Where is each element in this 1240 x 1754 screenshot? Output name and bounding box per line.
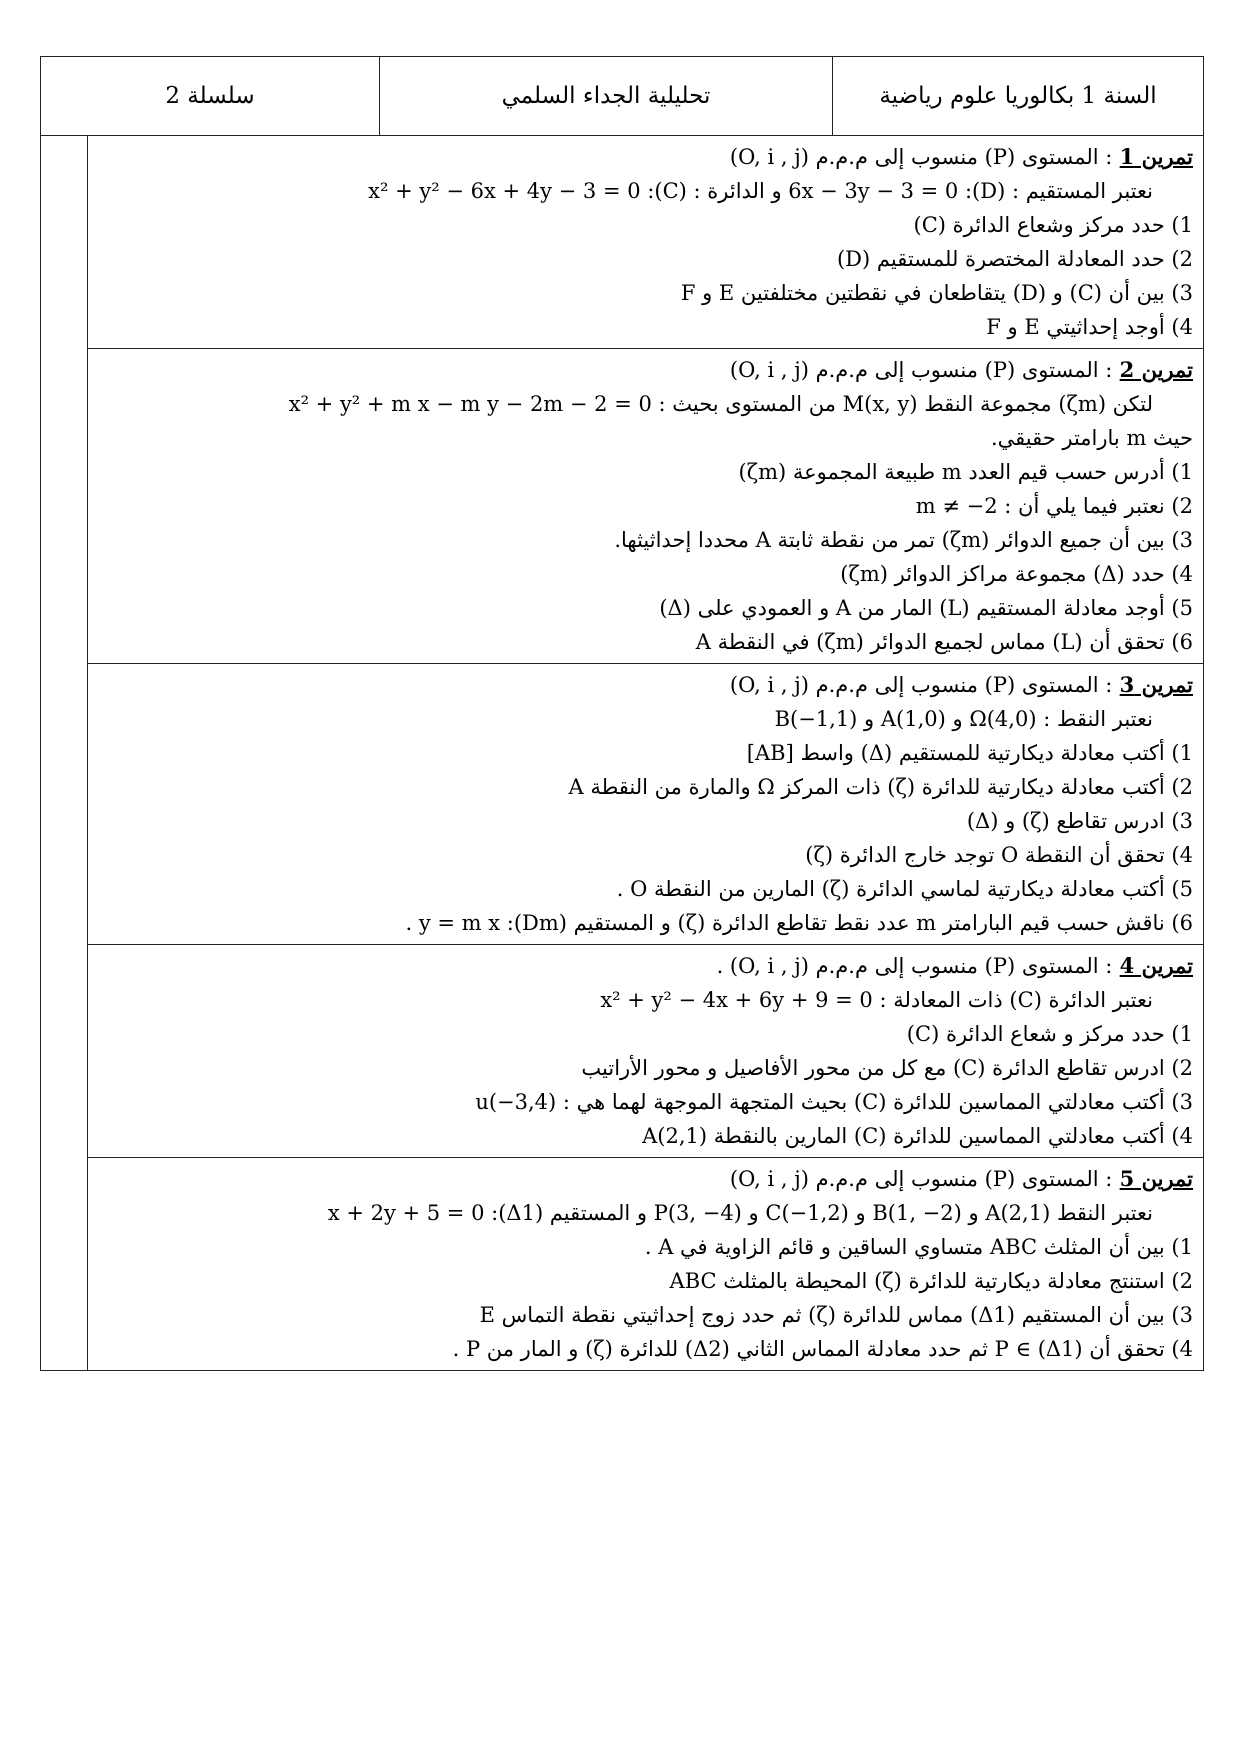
header-topic: تحليلية الجداء السلمي <box>379 57 832 135</box>
question-4: 4) تحقق أن P ∈ (Δ1) ثم حدد معادلة المماس الثاني (Δ2) للدائرة (ζ) و المار من P . <box>452 1337 1193 1361</box>
question-1: 1) أكتب معادلة ديكارتية للمستقيم (Δ) واسط [AB] <box>746 741 1193 765</box>
exercise-title-line <box>99 353 1193 387</box>
question-3: 3) أكتب معادلتي المماسين للدائرة (C) بحيث المتجهة الموجهة لهما هي : u(−3,4) <box>475 1090 1193 1114</box>
exercise-reference: : المستوى (P) منسوب إلى م.م.م (O, i , j) <box>729 145 1113 169</box>
worksheet <box>40 56 1204 1371</box>
question-4: 4) أكتب معادلتي المماسين للدائرة (C) المارين بالنقطة A(2,1) <box>642 1124 1193 1148</box>
exercise-title: تمرين 1 <box>1119 144 1193 169</box>
exercise-5 <box>87 1158 1203 1370</box>
exercise-title: تمرين 4 <box>1119 953 1193 978</box>
exercise-title: تمرين 5 <box>1119 1166 1193 1191</box>
question-3: 3) بين أن (C) و (D) يتقاطعان في نقطتين مختلفتين E و F <box>680 281 1193 305</box>
exercise-reference: : المستوى (P) منسوب إلى م.م.م (O, i , j) <box>729 358 1113 382</box>
header-series: سلسلة 2 <box>165 83 255 109</box>
exercise-title-line <box>99 1162 1193 1196</box>
exercise-intro: لتكن (ζm) مجموعة النقط M(x, y) من المستوى بحيث : x² + y² + m x − m y − 2m − 2 = 0 <box>288 392 1153 416</box>
exercise-intro: نعتبر المستقيم : (D): 6x − 3y − 3 = 0 و الدائرة : (C): x² + y² − 6x + 4y − 3 = 0 <box>368 179 1153 203</box>
exercise-intro-continued: حيث m بارامتر حقيقي. <box>990 426 1193 450</box>
question-5: 5) أكتب معادلة ديكارتية لماسي الدائرة (ζ) المارين من النقطة O . <box>616 877 1193 901</box>
exercise-reference: : المستوى (P) منسوب إلى م.م.م (O, i , j) <box>729 1167 1113 1191</box>
question-6: 6) ناقش حسب قيم البارامتر m عدد نقط تقاطع الدائرة (ζ) و المستقيم (Dm): y = m x . <box>405 911 1193 935</box>
header-table <box>40 56 1204 136</box>
exercise-intro: نعتبر الدائرة (C) ذات المعادلة : x² + y² − 4x + 6y + 9 = 0 <box>600 988 1153 1012</box>
question-4: 4) أوجد إحداثيتي E و F <box>986 315 1193 339</box>
header-level: السنة 1 بكالوريا علوم رياضية <box>832 57 1203 135</box>
question-1: 1) حدد مركز وشعاع الدائرة (C) <box>913 213 1193 237</box>
exercise-intro: نعتبر النقط : Ω(4,0) و A(1,0) و B(−1,1) <box>774 707 1153 731</box>
exercise-3 <box>87 664 1203 945</box>
exercise-title-line <box>99 949 1193 983</box>
question-2: 2) أكتب معادلة ديكارتية للدائرة (ζ) ذات المركز Ω والمارة من النقطة A <box>568 775 1193 799</box>
question-3: 3) بين أن المستقيم (Δ1) مماس للدائرة (ζ) ثم حدد زوج إحداثيتي نقطة التماس E <box>479 1303 1193 1327</box>
exercise-1 <box>87 136 1203 349</box>
exercise-title: تمرين 2 <box>1119 357 1193 382</box>
exercise-title: تمرين 3 <box>1119 672 1193 697</box>
question-2: 2) استنتج معادلة ديكارتية للدائرة (ζ) المحيطة بالمثلث ABC <box>669 1269 1193 1293</box>
question-2: 2) ادرس تقاطع الدائرة (C) مع كل من محور الأفاصيل و محور الأراتيب <box>581 1056 1193 1080</box>
exercise-reference: : المستوى (P) منسوب إلى م.م.م (O, i , j) . <box>716 954 1113 978</box>
question-6: 6) تحقق أن (L) مماس لجميع الدوائر (ζm) في النقطة A <box>695 630 1193 654</box>
question-5: 5) أوجد معادلة المستقيم (L) المار من A و العمودي على (Δ) <box>659 596 1193 620</box>
exercise-title-line <box>99 140 1193 174</box>
question-4: 4) حدد (Δ) مجموعة مراكز الدوائر (ζm) <box>840 562 1193 586</box>
question-4: 4) تحقق أن النقطة O توجد خارج الدائرة (ζ) <box>805 843 1193 867</box>
question-1: 1) حدد مركز و شعاع الدائرة (C) <box>906 1022 1193 1046</box>
exercise-4 <box>87 945 1203 1158</box>
question-1: 1) بين أن المثلث ABC متساوي الساقين و قائم الزاوية في A . <box>644 1235 1193 1259</box>
exercise-title-line <box>99 668 1193 702</box>
exercise-2 <box>87 349 1203 664</box>
margin-column <box>41 136 88 1370</box>
question-2: 2) نعتبر فيما يلي أن : m ≠ −2 <box>915 494 1193 518</box>
exercise-reference: : المستوى (P) منسوب إلى م.م.م (O, i , j) <box>729 673 1113 697</box>
exercises-table <box>40 136 1204 1371</box>
question-3: 3) بين أن جميع الدوائر (ζm) تمر من نقطة ثابتة A محددا إحداثيثها. <box>614 528 1193 552</box>
question-1: 1) أدرس حسب قيم العدد m طبيعة المجموعة (ζm) <box>738 460 1193 484</box>
exercise-intro: نعتبر النقط A(2,1) و B(1, −2) و C(−1,2) و P(3, −4) و المستقيم (Δ1): x + 2y + 5 = 0 <box>327 1201 1153 1225</box>
question-2: 2) حدد المعادلة المختصرة للمستقيم (D) <box>836 247 1193 271</box>
question-3: 3) ادرس تقاطع (ζ) و (Δ) <box>966 809 1193 833</box>
